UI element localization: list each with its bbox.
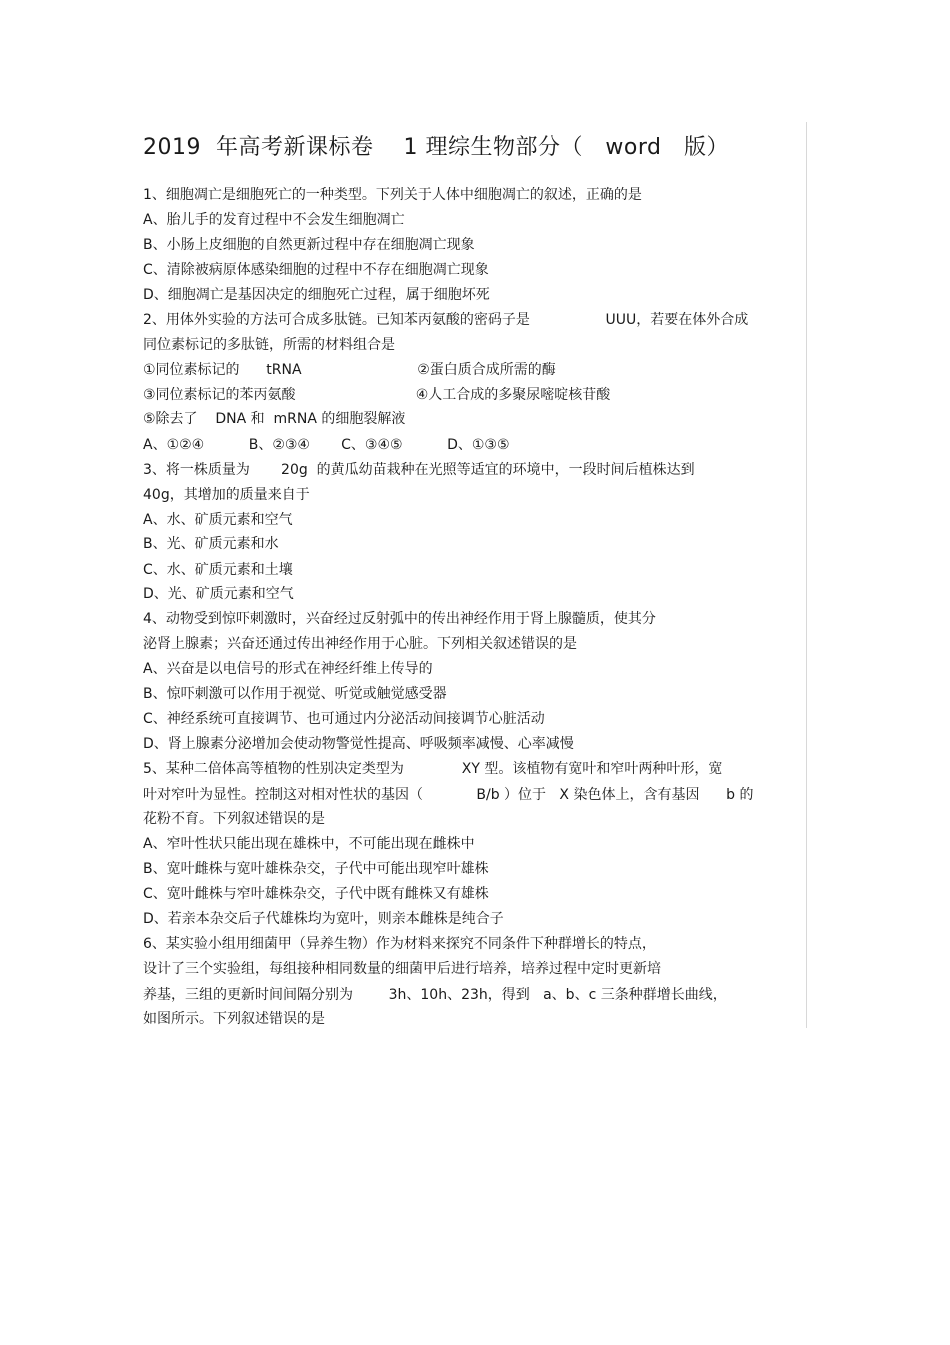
text-line: ①同位素标记的 tRNA ②蛋白质合成所需的酶 — [143, 362, 556, 378]
text-line: 泌肾上腺素；兴奋还通过传出神经作用于心脏。下列相关叙述错误的是 — [143, 636, 577, 652]
text-line: 6、某实验小组用细菌甲（异养生物）作为材料来探究不同条件下种群增长的特点， — [143, 936, 656, 952]
text-line: D、光、矿质元素和空气 — [143, 586, 294, 602]
text-line: C、水、矿质元素和土壤 — [143, 562, 293, 578]
text-line: 4、动物受到惊吓刺激时，兴奋经过反射弧中的传出神经作用于肾上腺髓质，使其分 — [143, 611, 656, 627]
text-line: C、宽叶雌株与窄叶雄株杂交，子代中既有雌株又有雄株 — [143, 886, 489, 902]
text-line: D、细胞凋亡是基因决定的细胞死亡过程，属于细胞坏死 — [143, 287, 490, 303]
text-line: 养基，三组的更新时间间隔分别为 3h、10h、23h，得到 a、b、c 三条种群增长曲线， — [143, 987, 727, 1003]
text-line: 花粉不育。下列叙述错误的是 — [143, 811, 325, 827]
text-line: B、光、矿质元素和水 — [143, 536, 279, 552]
text-line: 5、某种二倍体高等植物的性别决定类型为 XY 型。该植物有宽叶和窄叶两种叶形，宽 — [143, 761, 723, 777]
page-edge-line — [806, 122, 807, 1028]
text-line: 设计了三个实验组，每组接种相同数量的细菌甲后进行培养，培养过程中定时更新培 — [143, 961, 661, 977]
text-line: 3、将一株质量为 20g 的黄瓜幼苗栽种在光照等适宜的环境中，一段时间后植株达到 — [143, 462, 695, 478]
text-line: ③同位素标记的苯丙氨酸 ④人工合成的多聚尿嘧啶核苷酸 — [143, 387, 611, 403]
text-line: 40g，其增加的质量来自于 — [143, 487, 310, 503]
page-title: 2019 年高考新课标卷 1 理综生物部分（ word 版） — [143, 135, 729, 160]
text-line: 如图所示。下列叙述错误的是 — [143, 1011, 325, 1027]
text-line: 同位素标记的多肽链，所需的材料组合是 — [143, 337, 395, 353]
text-line: D、若亲本杂交后子代雄株均为宽叶，则亲本雌株是纯合子 — [143, 911, 504, 927]
text-line: C、神经系统可直接调节、也可通过内分泌活动间接调节心脏活动 — [143, 711, 545, 727]
text-line: A、水、矿质元素和空气 — [143, 512, 293, 528]
text-line: ⑤除去了 DNA 和 mRNA 的细胞裂解液 — [143, 411, 406, 427]
text-line: A、①②④ B、②③④ C、③④⑤ D、①③⑤ — [143, 437, 510, 453]
text-line: B、惊吓刺激可以作用于视觉、听觉或触觉感受器 — [143, 686, 447, 702]
text-line: 叶对窄叶为显性。控制这对相对性状的基因（ B/b ）位于 X 染色体上，含有基因 b 的 — [143, 787, 754, 803]
text-line: A、胎儿手的发育过程中不会发生细胞凋亡 — [143, 212, 405, 228]
text-line: A、兴奋是以电信号的形式在神经纤维上传导的 — [143, 661, 433, 677]
text-line: A、窄叶性状只能出现在雄株中，不可能出现在雌株中 — [143, 836, 475, 852]
text-line: D、肾上腺素分泌增加会使动物警觉性提高、呼吸频率减慢、心率减慢 — [143, 736, 574, 752]
text-line: C、清除被病原体感染细胞的过程中不存在细胞凋亡现象 — [143, 262, 489, 278]
text-line: 2、用体外实验的方法可合成多肽链。已知苯丙氨酸的密码子是 UUU，若要在体外合成 — [143, 312, 749, 328]
text-line: B、小肠上皮细胞的自然更新过程中存在细胞凋亡现象 — [143, 237, 475, 253]
text-line: 1、细胞凋亡是细胞死亡的一种类型。下列关于人体中细胞凋亡的叙述，正确的是 — [143, 187, 642, 203]
text-line: B、宽叶雌株与宽叶雄株杂交，子代中可能出现窄叶雄株 — [143, 861, 489, 877]
